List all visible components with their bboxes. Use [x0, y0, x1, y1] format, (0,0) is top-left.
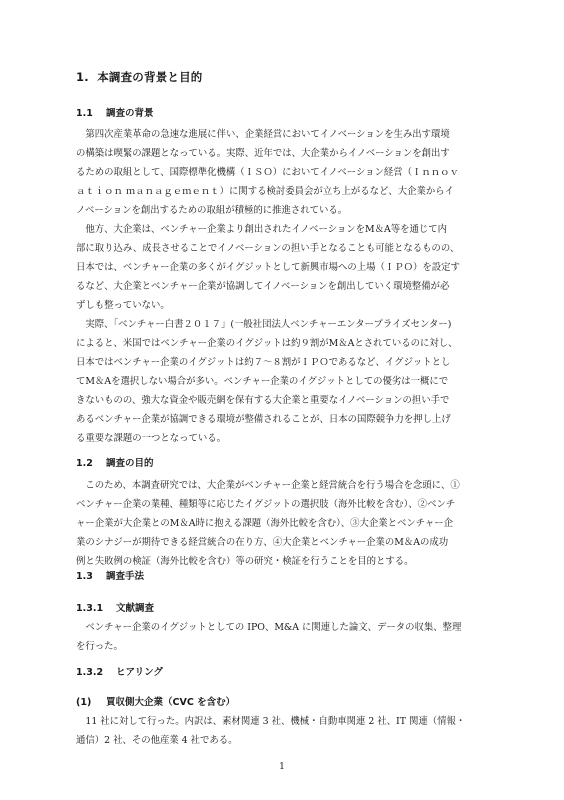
paragraph-background-1 — [76, 125, 492, 220]
subsection-title: 調査の目的 — [106, 458, 154, 469]
text-line: きないものの、強大な資金や販売網を保有する大企業と重要なイノベーションの担い手で — [76, 395, 450, 406]
text-line: てM＆Aを選択しない場合が多い。ベンチャー企業のイグジットとしての優劣は一概にで — [76, 376, 449, 387]
text-line: 日本では、ベンチャー企業の多くがイグジットとして新興市場への上場（ＩＰＯ）を設定す — [76, 262, 460, 273]
text-line: ベンチャー企業の業種、種類等に応じたイグジットの選択肢（海外比較を含む）、②ベンチ — [76, 499, 456, 510]
paragraph-background-2 — [76, 220, 492, 315]
text-line: 日本ではベンチャー企業のイグジットは約７～８割がＩＰＯであるなど、イグジットとし — [76, 357, 451, 368]
subsection-number: 1.1 — [76, 108, 93, 119]
subsubsection-title: ヒアリング — [116, 667, 163, 678]
text-line: ａｔｉｏｎ ｍａｎａｇｅｍｅｎｔ）に関する検討委員会が立ち上がるなど、大企業からイ — [76, 186, 454, 197]
text-line: 部に取り込み、成長させることでイノベーションの担い手となることも可能となるものの、 — [76, 243, 460, 254]
paragraph-background-3 — [76, 315, 492, 448]
text-line: によると、米国ではベンチャー企業のイグジットは約９割がM＆Aとされているのに対し、 — [76, 338, 458, 349]
subsection-number: 1.3 — [76, 571, 93, 582]
subsubsection-number: 1.3.1 — [76, 603, 104, 614]
subsection-heading-1-1 — [76, 105, 154, 119]
text-line: るなど、大企業とベンチャー企業が協調してイノベーションを創出していく環境整備が必 — [76, 281, 450, 292]
paragraph-literature-survey — [76, 618, 492, 656]
text-line: 例と失敗例の検証（海外比較を含む）等の研究・検証を行うことを目的とする。 — [76, 556, 414, 567]
text-line: 通信）2 社、その他産業 4 社である。 — [76, 735, 238, 746]
text-line: ベンチャー企業のイグジットとしての IPO、M&A に関連した論文、データの収集、整理 — [76, 622, 462, 633]
text-line: 他方、大企業は、ベンチャー企業より創出されたイノベーションをM＆A等を通じて内 — [76, 224, 448, 235]
section-title: 本調査の背景と目的 — [97, 70, 203, 84]
item-number: (1) — [76, 697, 92, 708]
paragraph-purpose — [76, 476, 492, 571]
text-line: あるベンチャー企業が協調できる環境が整備されることが、日本の国際競争力を押し上げ — [76, 414, 451, 425]
text-line: を行った。 — [76, 641, 123, 652]
subsubsection-heading-1-3-1 — [76, 600, 154, 614]
text-line: ずしも整っていない。 — [76, 300, 170, 311]
text-line: 第四次産業革命の急速な進展に伴い、企業経営においてイノベーションを生み出す環境 — [76, 129, 450, 140]
text-line: の構築は喫緊の課題となっている。実際、近年では、大企業からイノベーションを創出す — [76, 148, 450, 159]
item-title: 買収側大企業（CVC を含む） — [106, 697, 236, 708]
item-heading-1 — [76, 694, 235, 708]
text-line: 11 社に対して行った。内訳は、素材関連 3 社、機械・自動車関連 2 社、IT 関連（情報・ — [76, 716, 466, 727]
text-line: るための取組として、国際標準化機構（ＩＳＯ）においてイノベーション経営（Ｉｎｎｏｖ — [76, 167, 459, 178]
text-line: このため、本調査研究では、大企業がベンチャー企業と経営統合を行う場合を念頭に、① — [76, 480, 460, 491]
text-line: 業のシナジーが期待できる経営統合の在り方、④大企業とベンチャー企業のM＆Aの成功 — [76, 537, 449, 548]
subsection-heading-1-3 — [76, 568, 144, 582]
subsection-title: 調査の背景 — [106, 108, 154, 119]
paragraph-hearing-companies — [76, 712, 492, 750]
subsection-heading-1-2 — [76, 455, 154, 469]
subsection-number: 1.2 — [76, 458, 93, 469]
subsubsection-title: 文献調査 — [116, 603, 155, 614]
section-heading-1 — [76, 69, 203, 85]
text-line: る重要な課題の一つとなっている。 — [76, 433, 227, 444]
section-number: 1. — [76, 70, 89, 84]
text-line: 実際、「ベンチャー白書２０１７」(一般社団法人ベンチャーエンタープライズセンター) — [76, 319, 452, 330]
text-line: ャー企業が大企業とのM＆A時に抱える課題（海外比較を含む）、③大企業とベンチャー企 — [76, 518, 454, 529]
subsubsection-heading-1-3-2 — [76, 664, 163, 678]
subsection-title: 調査手法 — [106, 571, 145, 582]
text-line: ノベーションを創出するための取組が積極的に推進されている。 — [76, 205, 348, 216]
page-number: 1 — [279, 762, 285, 772]
subsubsection-number: 1.3.2 — [76, 667, 104, 678]
